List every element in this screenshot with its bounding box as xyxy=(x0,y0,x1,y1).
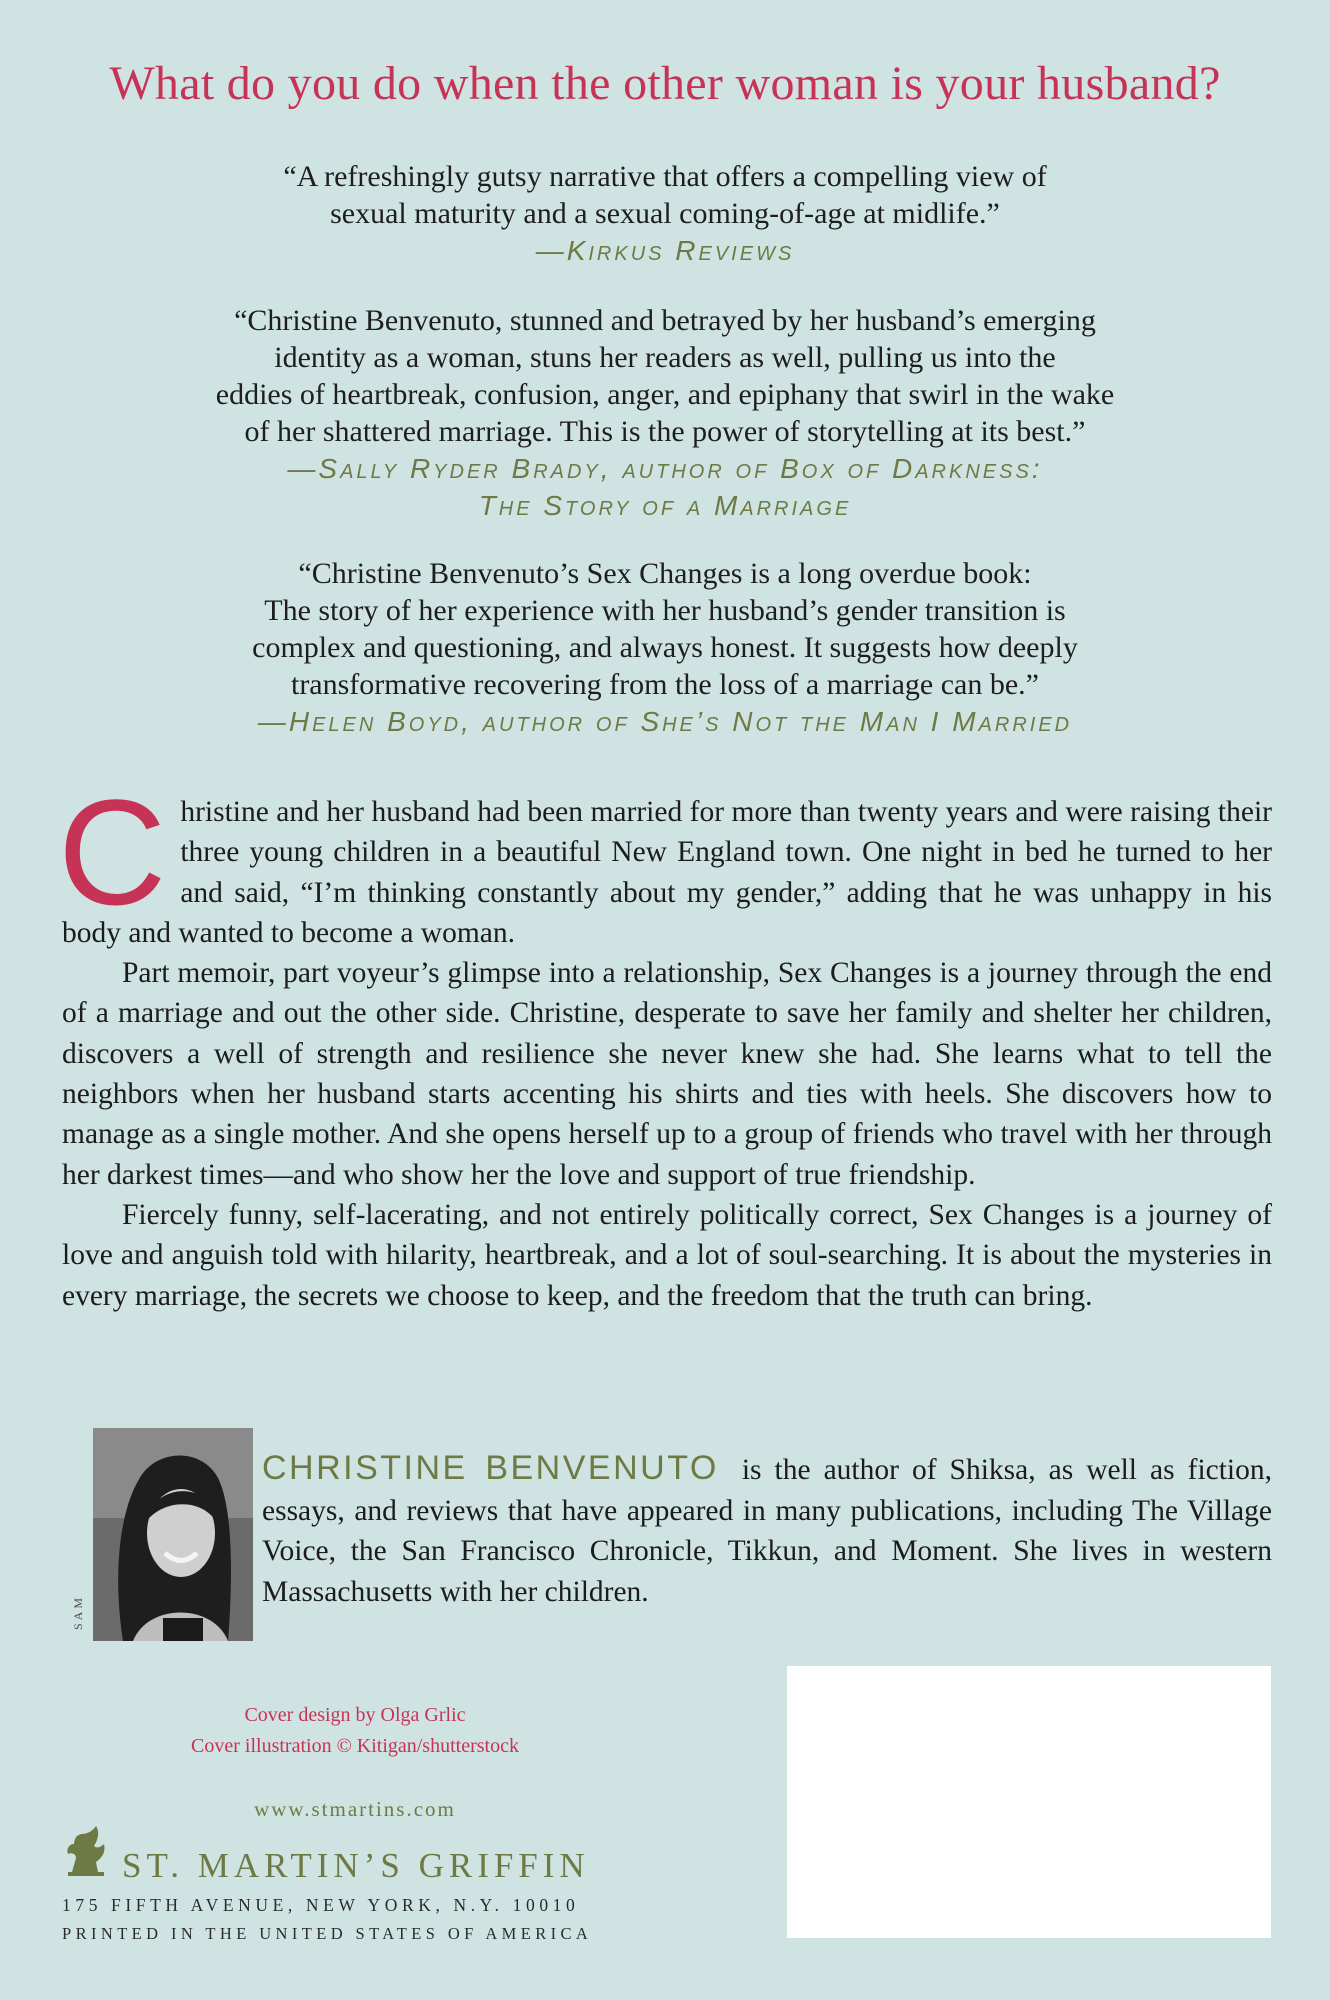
blurb-line: “A refreshingly gutsy narrative that offers a compelling view of xyxy=(283,160,1047,193)
blurb-line: complex and questioning, and always honest. It suggests how deeply xyxy=(252,631,1078,664)
drop-cap: C xyxy=(58,768,167,936)
headline: What do you do when the other woman is your husband? xyxy=(109,57,1221,110)
blurb-helen-boyd xyxy=(100,555,1230,740)
blurb-line: “Christine Benvenuto, stunned and betrayed by her husband’s emerging xyxy=(234,304,1096,337)
publisher-website: www.stmartins.com xyxy=(254,1797,456,1821)
cover-design-credit: Cover design by Olga Grlic xyxy=(244,1704,466,1726)
griffin-logo-icon xyxy=(60,1822,112,1880)
description-paragraph xyxy=(58,768,1272,953)
author-bio xyxy=(262,1448,1272,1612)
description-paragraph: Part memoir, part voyeur’s glimpse into a relationship, Sex Changes is a journey through the end of a marriage and out the other side. Christine, desperate to save her family and shelter her children, discovers a well of strength and resilience she never knew she had. She learns what to tell the neighbors when her husband starts accenting his shirts and ties with heels. She discovers how to manage as a single mother. And she opens herself up to a group of friends who travel with her through her darkest times—and who show her the love and support of true friendship. xyxy=(62,957,1272,1191)
printed-in-notice: PRINTED IN THE UNITED STATES OF AMERICA xyxy=(62,1924,593,1943)
blurb-line: of her shattered marriage. This is the power of storytelling at its best.” xyxy=(244,415,1086,448)
blurb-line: “Christine Benvenuto’s Sex Changes is a long overdue book: xyxy=(298,557,1032,590)
blurb-line: transformative recovering from the loss of a marriage can be.” xyxy=(290,668,1039,701)
publisher-name: ST. MARTIN’S GRIFFIN xyxy=(122,1846,590,1885)
blurb-attribution: The Story of a Marriage xyxy=(478,490,852,521)
cover-illustration-credit: Cover illustration © Kitigan/shutterstock xyxy=(191,1735,519,1757)
blurb-line: sexual maturity and a sexual coming-of-age at midlife.” xyxy=(330,197,1000,230)
book-description xyxy=(58,768,1272,1316)
author-name: CHRISTINE BENVENUTO xyxy=(262,1449,719,1487)
author-photo xyxy=(93,1428,253,1641)
author-bio-text: is the author of Shiksa, as well as fiction, essays, and reviews that have appeared in many publications, including The Village Voice, the San Francisco Chronicle, Tikkun, and Moment. She lives in western Massachusetts with her children. xyxy=(262,1454,1272,1608)
description-paragraph: Fiercely funny, self-lacerating, and not entirely politically correct, Sex Changes is a journey of love and anguish told with hilarity, heartbreak, and a lot of soul-searching. It is about the mysteries in every marriage, the secrets we choose to keep, and the freedom that the truth can bring. xyxy=(62,1198,1272,1312)
blurb-line: identity as a woman, stuns her readers as well, pulling us into the xyxy=(274,341,1056,374)
blurb-line: The story of her experience with her husband’s gender transition is xyxy=(264,594,1066,627)
blurb-line: eddies of heartbreak, confusion, anger, and epiphany that swirl in the wake xyxy=(215,378,1115,411)
blurb-attribution: —Sally Ryder Brady, author of Box of Darkness: xyxy=(287,453,1043,484)
description-text: hristine and her husband had been married for more than twenty years and were raising their three young children in a beautiful New England town. One night in bed he turned to her and said, “I’m thinking constantly about my gender,” adding that he was unhappy in his body and wanted to become a woman. xyxy=(62,796,1272,949)
blurb-attribution: —Kirkus Reviews xyxy=(535,235,795,266)
blurb-sally-ryder-brady xyxy=(100,302,1230,524)
cover-credits xyxy=(140,1700,570,1762)
barcode-placeholder xyxy=(787,1666,1271,1938)
publisher-address: 175 FIFTH AVENUE, NEW YORK, N.Y. 10010 xyxy=(62,1895,580,1915)
blurb-attribution: —Helen Boyd, author of She’s Not the Man I Married xyxy=(257,706,1073,737)
author-portrait-icon xyxy=(93,1428,253,1641)
blurb-kirkus xyxy=(100,158,1230,269)
photo-credit: SAM xyxy=(71,1594,85,1630)
